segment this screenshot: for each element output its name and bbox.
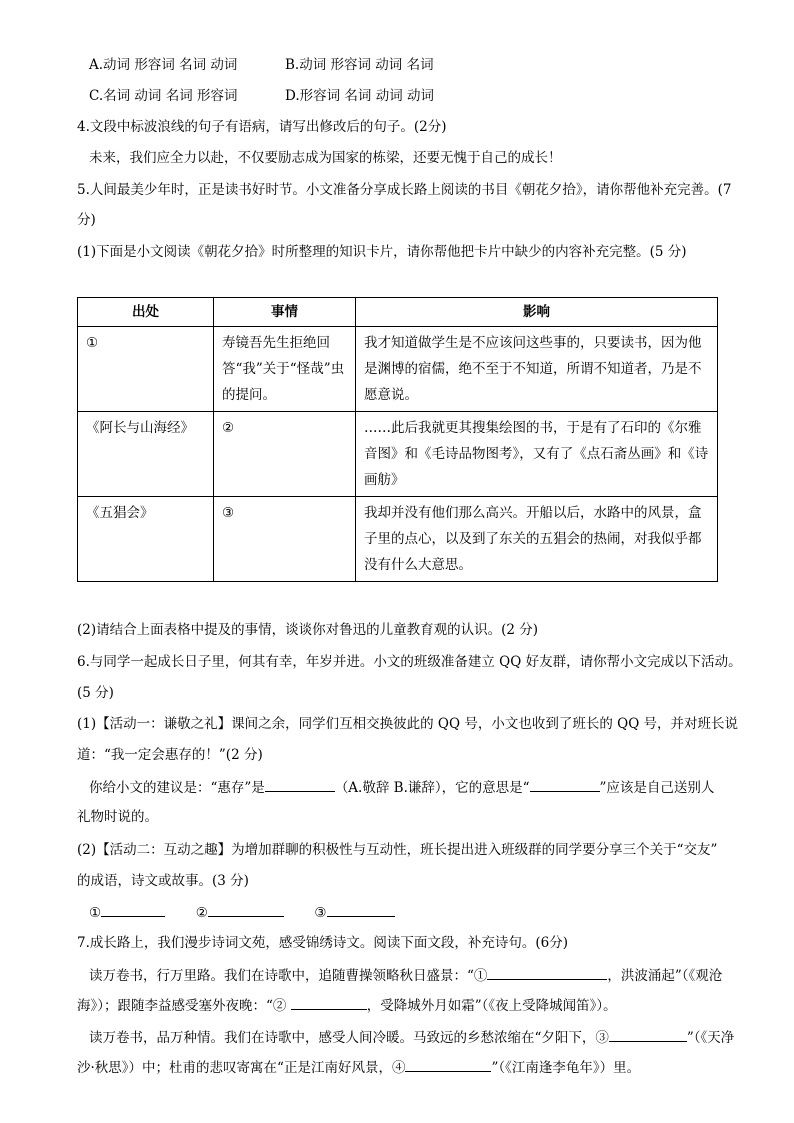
q6-activity1-line2: 道：“我一定会惠存的！”(2 分) xyxy=(77,747,263,763)
header-source: 出处 xyxy=(78,298,214,327)
q7-p1-text-b: ，洪波涌起”（《观沧 xyxy=(607,968,723,984)
q5-sub2: (2)请结合上面表格中提及的事情，谈谈你对鲁迅的儿童教育观的认识。(2 分) xyxy=(77,622,539,638)
q4-title: 4.文段中标波浪线的句子有语病，请写出修改后的句子。(2分) xyxy=(77,119,447,135)
header-event: 事情 xyxy=(214,298,356,327)
q7-p2-text-c: 沙·秋思》）中；杜甫的悲叹寄寓在“正是江南好风景，④ xyxy=(77,1060,406,1076)
answer-blank[interactable] xyxy=(530,777,600,792)
q7-p2-text-a: 读万卷书，品万种情。我们在诗歌中，感受人间冷暖。马致远的乡愁浓缩在“夕阳下，③ xyxy=(89,1030,609,1046)
blank-label-3: ③ xyxy=(314,905,327,921)
q4-sentence: 未来，我们应全力以赴，不仅要励志成为国家的栋梁，还要无愧于自己的成长！ xyxy=(89,150,562,166)
answer-blank[interactable] xyxy=(208,902,284,917)
q6-suggestion-line1 xyxy=(89,777,714,798)
table-row xyxy=(78,412,718,497)
cell-effect: 我才知道做学生是不应该问这些事的，只要读书，因为他是渊博的宿儒，绝不至于不知道，所谓不知道者，乃是不愿意说。 xyxy=(356,327,718,412)
cell-source: ① xyxy=(78,327,214,412)
answer-blank[interactable] xyxy=(487,965,607,980)
table-header-row xyxy=(78,298,718,327)
q6-activity1-line1: (1)【活动一：谦敬之礼】课间之余，同学们互相交换彼此的 QQ 号，小文也收到了班长的 QQ 号，并对班长说 xyxy=(77,716,739,732)
q6-title-line1: 6.与同学一起成长日子里，何其有幸，年岁并进。小文的班级准备建立 QQ 好友群，请你帮小文完成以下活动。 xyxy=(77,654,742,670)
cell-event: 寿镜吾先生拒绝回答“我”关于“怪哉”虫的提问。 xyxy=(214,327,356,412)
q7-p2-text-b: ”（《天净 xyxy=(686,1030,735,1046)
blank-label-1: ① xyxy=(89,905,102,921)
cell-effect: ……此后我就更其搜集绘图的书，于是有了石印的《尔雅音图》和《毛诗品物图考》，又有了《点石斋丛画》和《诗画舫》 xyxy=(356,412,718,497)
q5-sub1: (1)下面是小文阅读《朝花夕拾》时所整理的知识卡片，请你帮他把卡片中缺少的内容补充完整。(5 分) xyxy=(77,244,687,260)
q7-p1-line1 xyxy=(89,965,722,986)
table-row xyxy=(78,327,718,412)
blank-label-2: ② xyxy=(195,905,208,921)
q7-p1-line2 xyxy=(77,995,617,1016)
q6-suggestion-line2: 礼物时说的。 xyxy=(77,809,158,825)
answer-blank[interactable] xyxy=(291,995,367,1010)
answer-blank[interactable] xyxy=(609,1027,687,1042)
option-c: C.名词 动词 名词 形容词 xyxy=(89,88,238,104)
header-effect: 影响 xyxy=(356,298,718,327)
knowledge-card-table xyxy=(77,297,718,582)
suggest-text-b: （A.敬辞 B.谦辞），它的意思是“ xyxy=(334,780,530,796)
option-a: A.动词 形容词 名词 动词 xyxy=(89,57,238,73)
option-d: D.形容词 名词 动词 动词 xyxy=(285,88,435,104)
cell-event: ③ xyxy=(214,497,356,582)
q6-idiom-blanks xyxy=(89,902,395,923)
q7-p2-text-d: ”（《江南逢李龟年》）里。 xyxy=(491,1060,641,1076)
q7-p2-line2 xyxy=(77,1057,640,1078)
q7-p1-text-d: ，受降城外月如霜”（《夜上受降城闻笛》）。 xyxy=(366,998,617,1014)
q6-activity2-line1: (2)【活动二：互动之趣】为增加群聊的积极性与互动性，班长提出进入班级群的同学要分享三个关于“交友” xyxy=(77,842,718,858)
cell-source: 《五猖会》 xyxy=(78,497,214,582)
suggest-text-c: ”应该是自己送别人 xyxy=(599,780,715,796)
q5-title-line2: 分) xyxy=(77,212,96,228)
option-b: B.动词 形容词 动词 名词 xyxy=(285,57,434,73)
q7-title: 7.成长路上，我们漫步诗词文苑，感受锦绣诗文。阅读下面文段，补充诗句。(6分) xyxy=(77,935,569,951)
answer-blank[interactable] xyxy=(101,902,165,917)
table-row xyxy=(78,497,718,582)
q7-p2-line1 xyxy=(89,1027,734,1048)
answer-blank[interactable] xyxy=(265,777,335,792)
q7-p1-text-c: 海》）；跟随李益感受塞外夜晚：“② xyxy=(77,998,291,1014)
q6-activity2-line2: 的成语，诗文或故事。(3 分) xyxy=(77,873,249,889)
answer-blank[interactable] xyxy=(327,902,395,917)
cell-event: ② xyxy=(214,412,356,497)
q5-title-line1: 5.人间最美少年时，正是读书好时节。小文准备分享成长路上阅读的书目《朝花夕拾》，请你帮他补充完善。(7 xyxy=(77,182,732,198)
q7-p1-text-a: 读万卷书，行万里路。我们在诗歌中，追随曹操领略秋日盛景：“① xyxy=(89,968,488,984)
cell-source: 《阿长与山海经》 xyxy=(78,412,214,497)
q6-title-line2: (5 分) xyxy=(77,685,114,701)
answer-blank[interactable] xyxy=(405,1057,491,1072)
cell-effect: 我却并没有他们那么高兴。开船以后，水路中的风景，盒子里的点心，以及到了东关的五猖会的热闹，对我似乎都没有什么大意思。 xyxy=(356,497,718,582)
suggest-text-a: 你给小文的建议是：“惠存”是 xyxy=(89,780,265,796)
